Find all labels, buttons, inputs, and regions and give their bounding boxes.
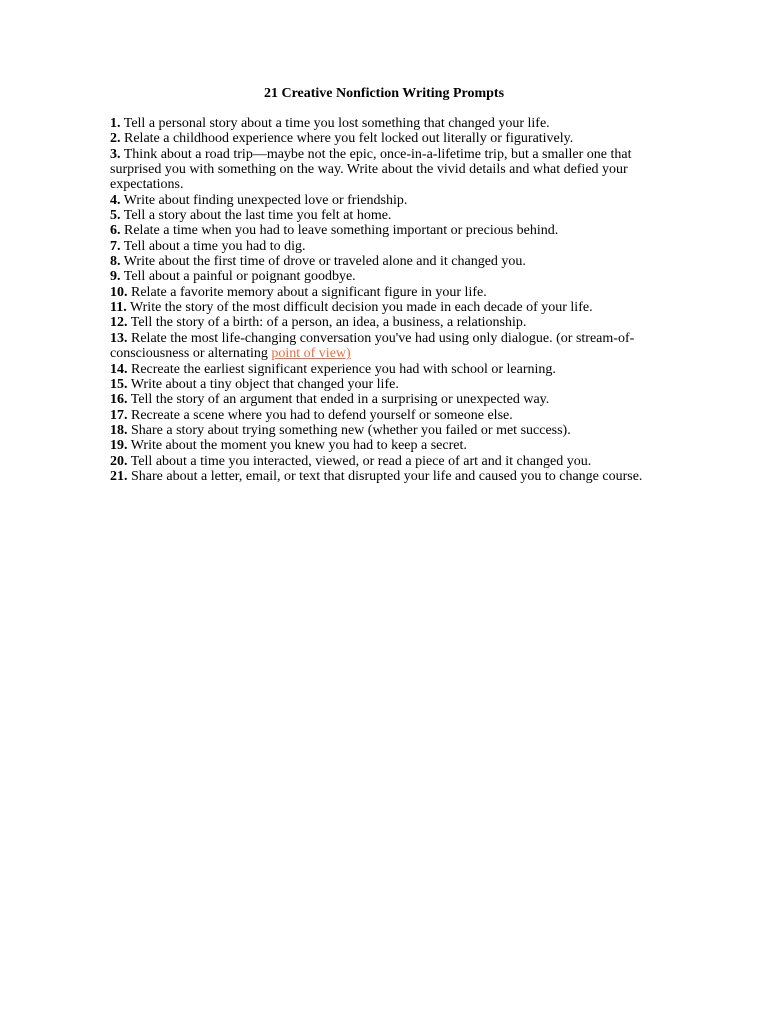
prompt-number: 6. [110, 223, 121, 239]
prompt-number: 12. [110, 315, 128, 331]
prompt-text: Relate the most life-changing conversation you've had using only dialogue. (or stream-of-consciousness or alternating [110, 330, 635, 362]
prompt-number: 1. [110, 116, 121, 131]
prompt-text: Relate a childhood experience where you felt locked out literally or figuratively. [124, 131, 574, 147]
prompt-number: 11. [110, 300, 127, 316]
prompt-item [110, 208, 655, 223]
prompt-text: Write the story of the most difficult decision you made in each decade of your life. [129, 300, 593, 316]
point-of-view-link[interactable]: point of view) [271, 346, 351, 362]
prompt-number: 14. [110, 361, 128, 377]
prompt-list [110, 116, 655, 484]
prompt-number: 15. [110, 376, 128, 392]
prompt-item [110, 223, 655, 238]
prompt-item [110, 193, 655, 208]
prompt-text: Share about a letter, email, or text that disrupted your life and caused you to change course. [131, 468, 643, 484]
prompt-number: 20. [110, 453, 128, 469]
prompt-text: Write about the moment you knew you had to keep a secret. [130, 438, 467, 454]
prompt-number: 21. [110, 468, 128, 484]
document-title: 21 Creative Nonfiction Writing Prompts [263, 86, 505, 101]
prompt-text: Tell about a time you interacted, viewed, or read a piece of art and it changed you. [130, 453, 592, 469]
prompt-item [110, 300, 655, 315]
prompt-text: Tell about a time you had to dig. [123, 238, 306, 254]
prompt-text: Tell a story about the last time you felt at home. [123, 208, 392, 224]
prompt-text: Tell the story of a birth: of a person, an idea, a business, a relationship. [130, 315, 527, 331]
prompt-item [110, 315, 655, 330]
prompt-number: 19. [110, 438, 128, 454]
prompt-number: 2. [110, 131, 121, 147]
prompt-number: 10. [110, 284, 128, 300]
prompt-item [110, 239, 655, 254]
prompt-item [110, 408, 655, 423]
prompt-number: 18. [110, 422, 128, 438]
prompt-item [110, 438, 655, 453]
prompt-text: Think about a road trip—maybe not the epic, once-in-a-lifetime trip, but a smaller one that surprised you with something on the way. Write about the vivid details and what defied your expectations. [110, 146, 632, 193]
prompt-text: Write about finding unexpected love or friendship. [123, 192, 408, 208]
prompt-text: Write about the first time of drove or traveled alone and it changed you. [123, 254, 526, 270]
prompt-item [110, 147, 655, 193]
prompt-number: 7. [110, 238, 121, 254]
prompt-item [110, 331, 655, 362]
prompt-number: 17. [110, 407, 128, 423]
prompt-number: 8. [110, 254, 121, 270]
prompt-item [110, 362, 655, 377]
prompt-number: 4. [110, 192, 121, 208]
prompt-text: Relate a favorite memory about a significant figure in your life. [131, 284, 487, 300]
prompt-text: Tell the story of an argument that ended in a surprising or unexpected way. [130, 392, 550, 408]
prompt-number: 3. [110, 146, 121, 162]
prompt-item [110, 454, 655, 469]
prompt-item [110, 269, 655, 284]
prompt-text: Write about a tiny object that changed your life. [130, 376, 399, 392]
prompt-item [110, 254, 655, 269]
prompt-text: Tell a personal story about a time you lost something that changed your life. [123, 116, 550, 131]
prompt-item [110, 469, 655, 484]
prompt-number: 9. [110, 269, 121, 285]
prompt-text: Tell about a painful or poignant goodbye. [123, 269, 356, 285]
prompt-item [110, 131, 655, 146]
prompt-item [110, 392, 655, 407]
prompt-text: Relate a time when you had to leave something important or precious behind. [124, 223, 559, 239]
prompt-item [110, 116, 655, 131]
prompt-text: Share a story about trying something new (whether you failed or met success). [131, 422, 571, 438]
prompt-number: 16. [110, 392, 128, 408]
prompt-number: 5. [110, 208, 121, 224]
prompt-item [110, 423, 655, 438]
prompt-number: 13. [110, 330, 128, 346]
prompt-text: Recreate a scene where you had to defend yourself or someone else. [131, 407, 513, 423]
prompt-item [110, 285, 655, 300]
prompt-item [110, 377, 655, 392]
prompt-text: Recreate the earliest significant experience you had with school or learning. [131, 361, 556, 377]
